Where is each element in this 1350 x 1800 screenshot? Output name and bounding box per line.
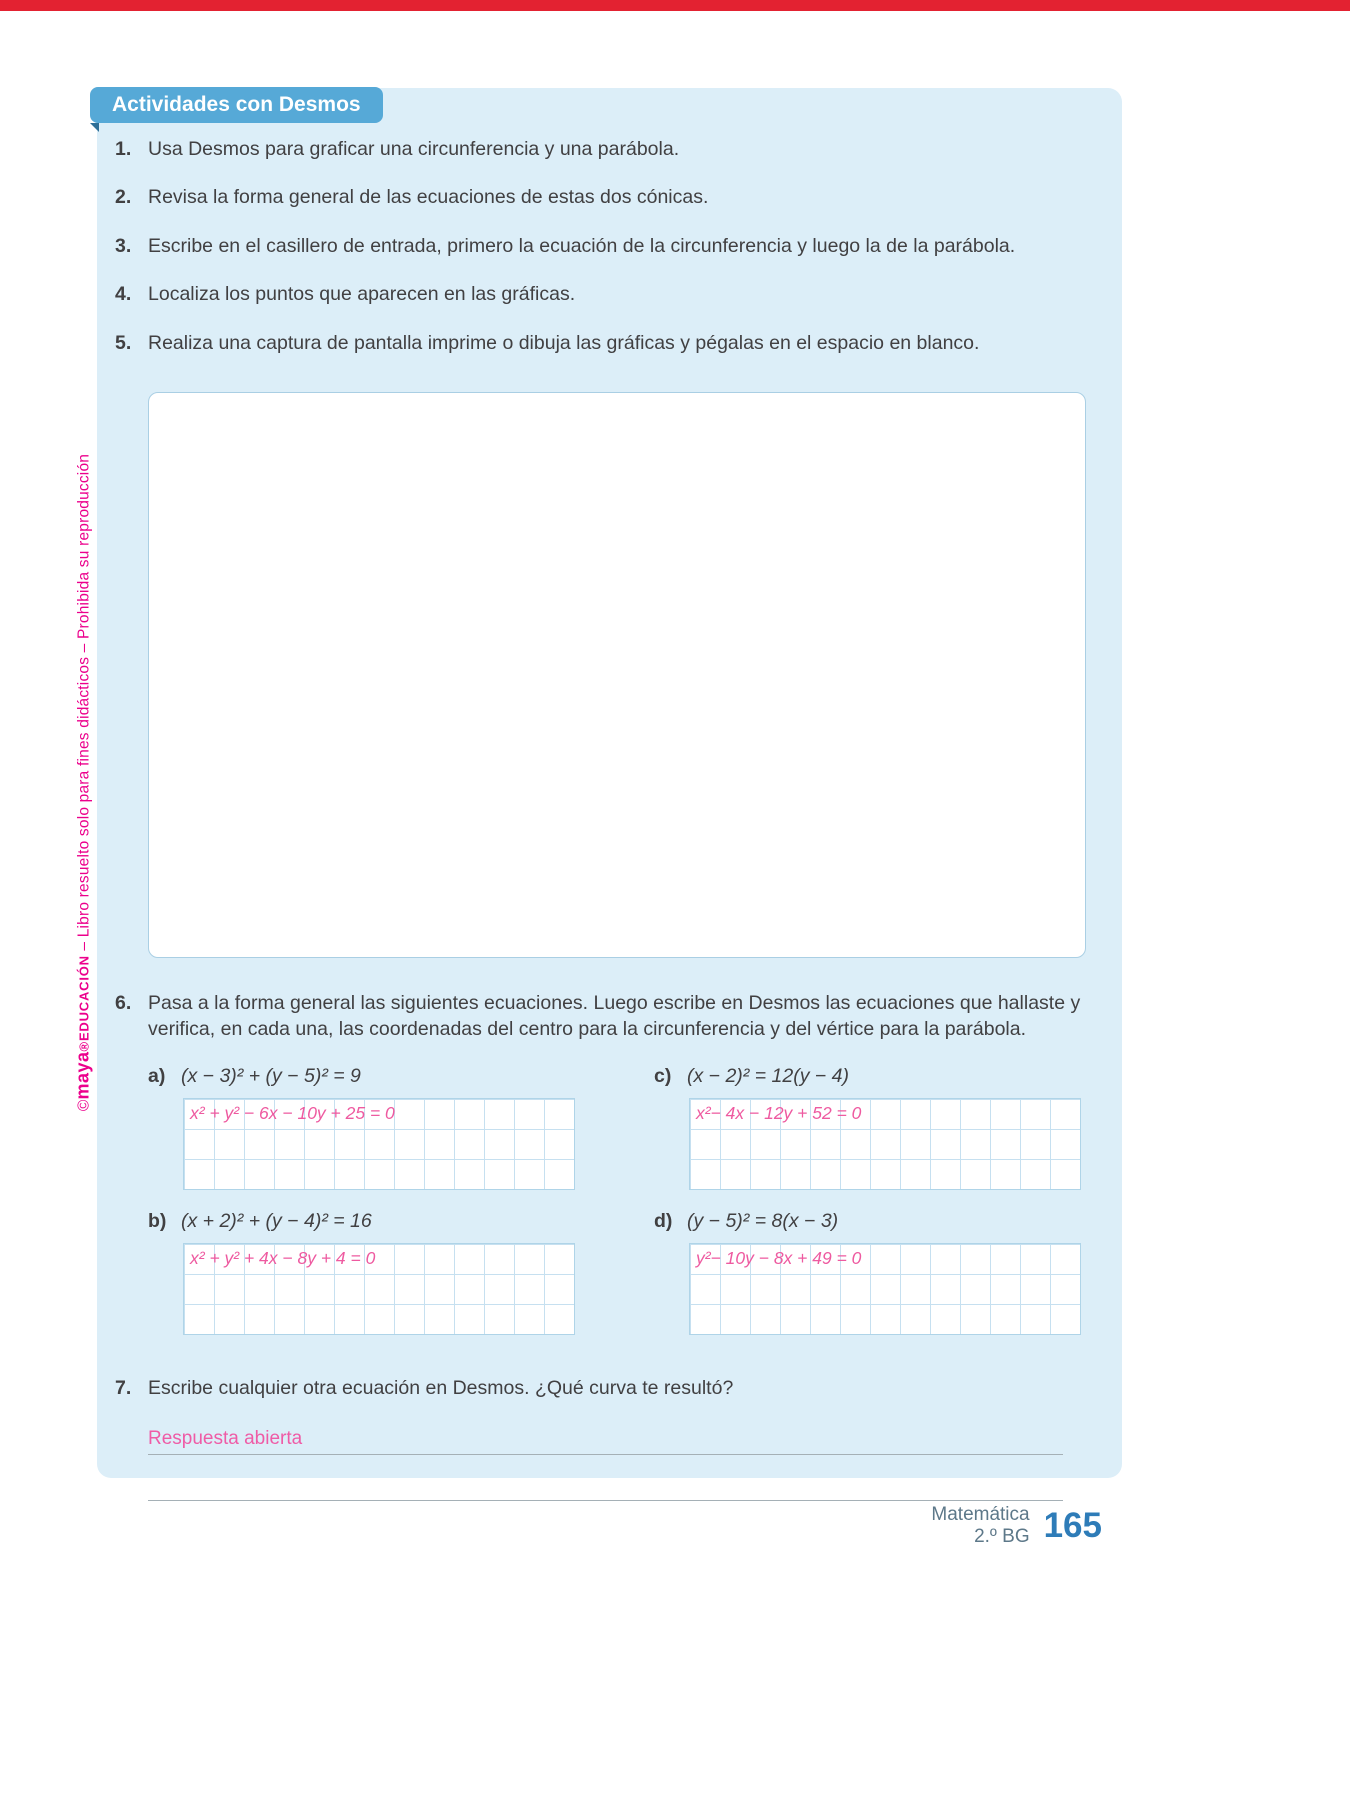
handwritten-answer: x² + y² − 6x − 10y + 25 = 0 — [190, 1103, 395, 1124]
handwritten-answer: y²− 10y − 8x + 49 = 0 — [696, 1248, 862, 1269]
exercise-label: b) — [148, 1209, 167, 1232]
item-number: 3. — [115, 234, 132, 257]
item-text: Localiza los puntos que aparecen en las gráficas. — [148, 283, 576, 306]
page-number: 165 — [1043, 1505, 1102, 1545]
item-number: 6. — [115, 991, 132, 1014]
exercise-head — [148, 1065, 578, 1088]
publisher-suffix: ®EDUCACIÓN — [76, 955, 92, 1052]
exercise-a — [148, 1065, 578, 1190]
answer-grid — [183, 1098, 575, 1190]
exercise-head — [148, 1210, 578, 1233]
item-number: 7. — [115, 1376, 132, 1399]
footer-subject: Matemática — [931, 1504, 1030, 1525]
item-text: Realiza una captura de pantalla imprime o dibuja las gráficas y pégalas en el espacio en blanco. — [148, 331, 980, 354]
item-text: Usa Desmos para graficar una circunferencia y una parábola. — [148, 138, 680, 160]
open-answer-text: Respuesta abierta — [148, 1427, 303, 1449]
activities-panel — [97, 88, 1122, 1478]
item-text: Pasa a la forma general las siguientes ecuaciones. Luego escribe en Desmos las ecuaciones que hallaste y verifica, en cada una, las coordenadas del centro para la circunferencia y del vértice para la parábola. — [148, 991, 1081, 1041]
exercise-equation: (x − 2)² = 12(y − 4) — [687, 1064, 850, 1087]
open-answer-line — [148, 1428, 1063, 1455]
edition-notice-text: – Libro resuelto solo para fines didácticos – Prohibida su reproducción — [75, 453, 93, 956]
list-item-2 — [115, 186, 1092, 209]
answer-grid — [183, 1243, 575, 1335]
exercise-d — [654, 1210, 1084, 1335]
exercise-equation: (y − 5)² = 8(x − 3) — [687, 1209, 839, 1232]
exercise-head — [654, 1210, 1084, 1233]
panel-title: Actividades con Desmos — [90, 87, 383, 123]
exercise-head — [654, 1065, 1084, 1088]
list-item-7 — [115, 1377, 1092, 1400]
title-ribbon-fold — [90, 123, 99, 132]
handwritten-answer: x² + y² + 4x − 8y + 4 = 0 — [190, 1248, 376, 1269]
item-number: 4. — [115, 283, 132, 306]
item-number: 1. — [115, 138, 132, 160]
exercise-equation: (x − 3)² + (y − 5)² = 9 — [181, 1064, 361, 1087]
answer-grid — [689, 1098, 1081, 1190]
exercise-b — [148, 1210, 578, 1335]
exercise-equation: (x + 2)² + (y − 4)² = 16 — [181, 1209, 372, 1232]
page-footer — [931, 1504, 1102, 1548]
list-item-6 — [115, 990, 1092, 1043]
footer-subject-block — [931, 1504, 1029, 1548]
handwritten-answer: x²− 4x − 12y + 52 = 0 — [696, 1103, 862, 1124]
exercise-label: a) — [148, 1064, 166, 1087]
top-accent-bar — [0, 0, 1350, 11]
item-number: 5. — [115, 331, 132, 354]
item-text: Revisa la forma general de las ecuaciones de estas dos cónicas. — [148, 186, 709, 209]
list-item-4 — [115, 283, 1092, 306]
list-item-3 — [115, 235, 1092, 258]
item-number: 2. — [115, 186, 132, 209]
answer-grid — [689, 1243, 1081, 1335]
exercise-c — [654, 1065, 1084, 1190]
edition-notice-vertical — [73, 403, 94, 1163]
blank-answer-line — [148, 1500, 1063, 1501]
exercise-grid — [148, 1065, 1092, 1335]
graph-paste-area — [148, 392, 1086, 958]
list-item-1 — [115, 138, 1092, 161]
item-text: Escribe en el casillero de entrada, primero la ecuación de la circunferencia y luego la de la parábola. — [148, 234, 1016, 257]
item-text: Escribe cualquier otra ecuación en Desmos. ¿Qué curva te resultó? — [148, 1376, 734, 1399]
copyright-symbol: © — [75, 1099, 93, 1112]
exercise-label: c) — [654, 1064, 672, 1087]
footer-grade: 2.º BG — [974, 1525, 1030, 1547]
exercise-label: d) — [654, 1209, 673, 1232]
list-item-5 — [115, 332, 1092, 355]
publisher-logo: maya — [72, 1051, 93, 1100]
